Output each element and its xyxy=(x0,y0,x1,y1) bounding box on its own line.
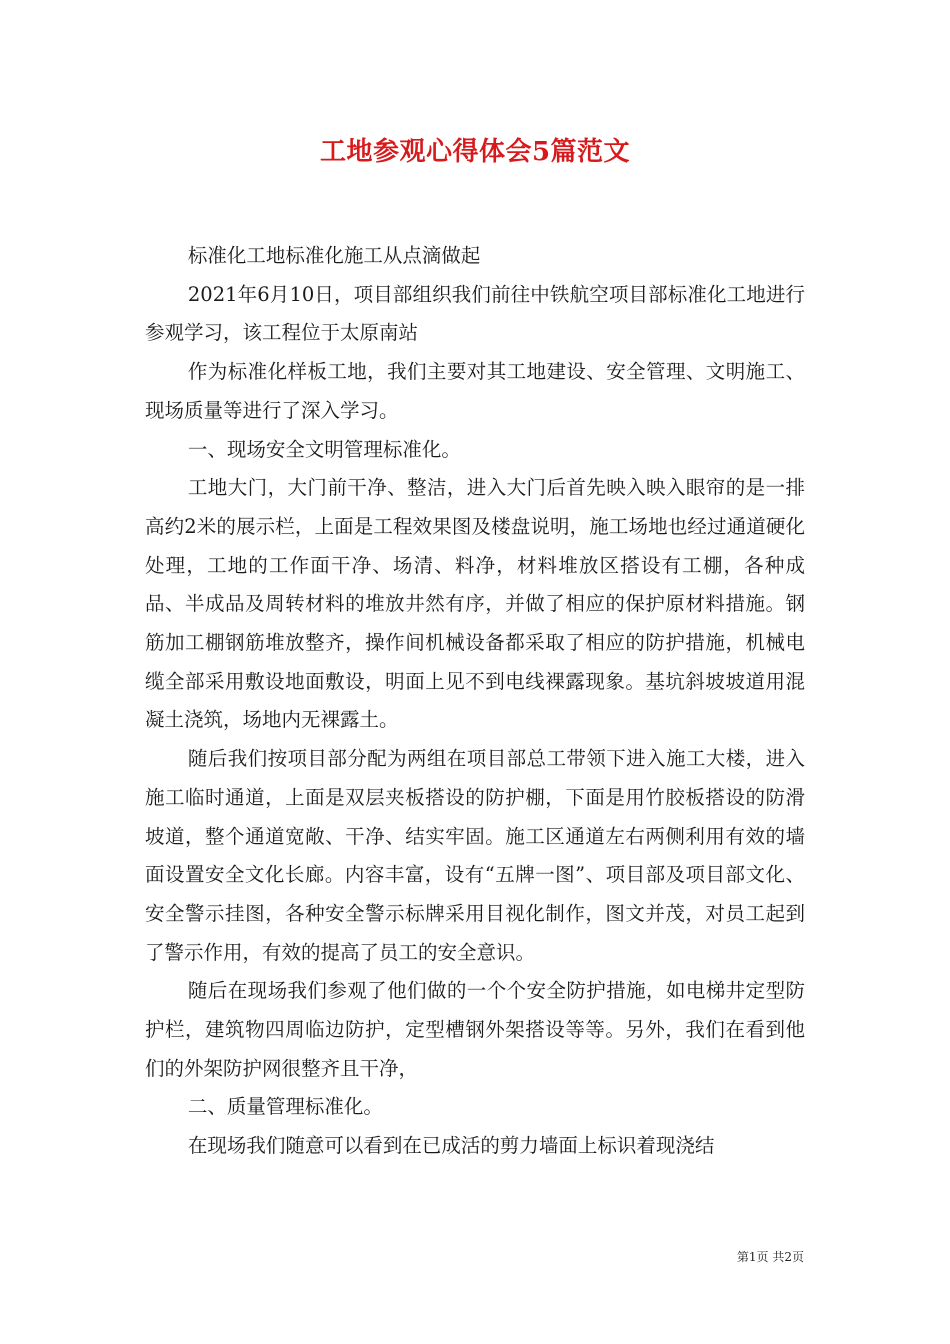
paragraph: 作为标准化样板工地，我们主要对其工地建设、安全管理、文明施工、现场质量等进行了深入学习。 xyxy=(145,360,805,422)
paragraph-subtitle: 标准化工地标准化施工从点滴做起 xyxy=(187,244,481,267)
document-body xyxy=(145,237,805,1166)
paragraph: 随后在现场我们参观了他们做的一个个安全防护措施，如电梯井定型防护栏，建筑物四周临边防护，定型槽钢外架搭设等等。另外，我们在看到他们的外架防护网很整齐且干净， xyxy=(145,979,805,1080)
section-heading: 二、质量管理标准化。 xyxy=(187,1095,383,1119)
paragraph: 工地大门，大门前干净、整洁，进入大门后首先映入映入眼帘的是一排高约2米的展示栏，上面是工程效果图及楼盘说明，施工场地也经过通道硬化处理，工地的工作面干净、场清、料净，材料堆放区搭设有工棚，各种成品、半成品及周转材料的堆放井然有序，并做了相应的保护原材料措施。钢筋加工棚钢筋堆放整齐，操作间机械设备都采取了相应的防护措施，机械电缆全部采用敷设地面敷设，明面上见不到电线裸露现象。基坑斜坡坡道用混凝土浇筑，场地内无裸露土。 xyxy=(145,476,805,732)
paragraph: 在现场我们随意可以看到在已成活的剪力墙面上标识着现浇结 xyxy=(187,1134,715,1158)
section-heading: 一、现场安全文明管理标准化。 xyxy=(187,437,461,461)
paragraph: 随后我们按项目部分配为两组在项目部总工带领下进入施工大楼，进入施工临时通道，上面是双层夹板搭设的防护棚，下面是用竹胶板搭设的防滑坡道，整个通道宽敞、干净、结实牢固。施工区通道左右两侧利用有效的墙面设置安全文化长廊。内容丰富，设有“五牌一图”、项目部及项目部文化、安全警示挂图，各种安全警示标牌采用目视化制作，图文并茂，对员工起到了警示作用，有效的提高了员工的安全意识。 xyxy=(145,747,805,964)
page-number-footer: 第1页 共2页 xyxy=(736,1250,804,1264)
document-title: 工地参观心得体会5篇范文 xyxy=(319,137,631,167)
paragraph: 2021年6月10日，项目部组织我们前往中铁航空项目部标准化工地进行参观学习，该工程位于太原南站 xyxy=(145,282,805,345)
